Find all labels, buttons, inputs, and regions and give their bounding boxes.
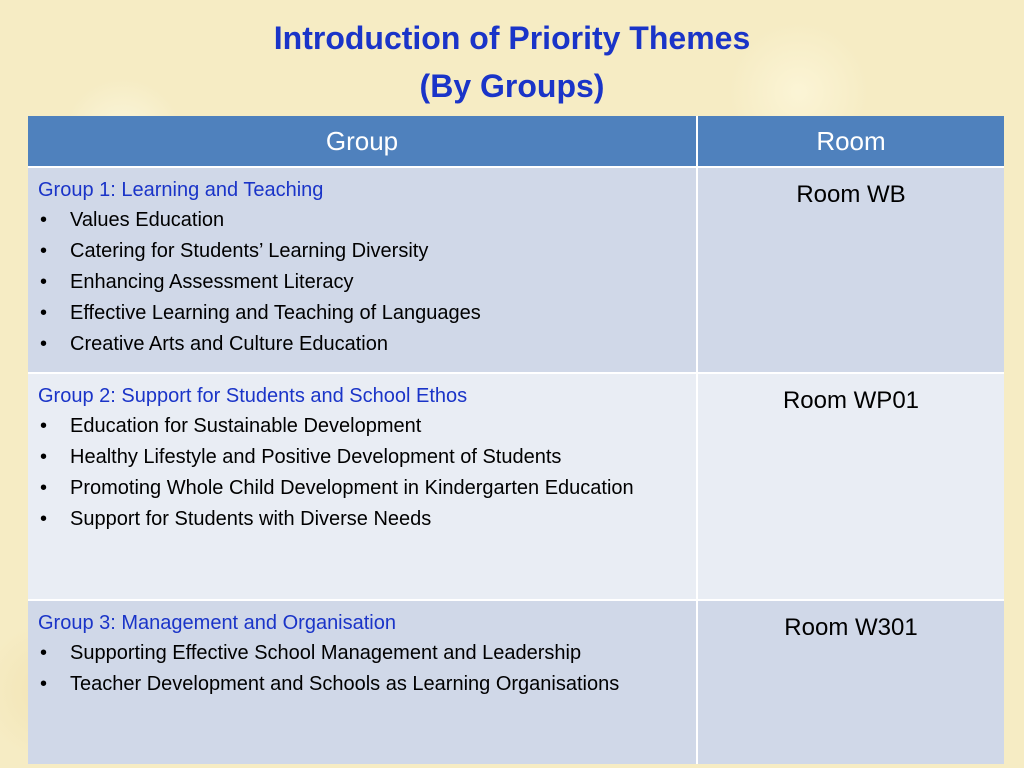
bullet-icon: • xyxy=(40,673,48,695)
list-item xyxy=(28,442,696,473)
theme-label: Supporting Effective School Management and Leadership xyxy=(70,642,582,664)
table-row-group-1 xyxy=(28,168,1004,372)
theme-label: Catering for Students’ Learning Diversity xyxy=(70,240,429,262)
theme-label: Promoting Whole Child Development in Kindergarten Education xyxy=(70,477,634,499)
groups-table xyxy=(28,116,1004,764)
table-row-group-2 xyxy=(28,374,1004,599)
list-item xyxy=(28,267,696,298)
header-room: Room xyxy=(698,116,1004,166)
room-cell xyxy=(698,601,1004,764)
theme-label: Creative Arts and Culture Education xyxy=(70,333,388,355)
list-item xyxy=(28,638,696,669)
list-item xyxy=(28,205,696,236)
theme-label: Support for Students with Diverse Needs xyxy=(70,508,432,530)
room-cell xyxy=(698,374,1004,599)
list-item xyxy=(28,504,696,535)
group-cell xyxy=(28,168,696,372)
table-row-group-3 xyxy=(28,601,1004,764)
theme-label: Enhancing Assessment Literacy xyxy=(70,271,354,293)
theme-label: Education for Sustainable Development xyxy=(70,415,422,437)
theme-list xyxy=(28,638,696,700)
bullet-icon: • xyxy=(40,508,48,530)
bullet-icon: • xyxy=(40,271,48,293)
room-cell xyxy=(698,168,1004,372)
list-item xyxy=(28,236,696,267)
room-label: Room WB xyxy=(796,181,906,208)
list-item xyxy=(28,329,696,360)
group-title: Group 2: Support for Students and School Ethos xyxy=(38,385,468,407)
theme-list xyxy=(28,411,696,535)
list-item xyxy=(28,411,696,442)
table-header-row xyxy=(28,116,1004,166)
theme-label: Values Education xyxy=(70,209,225,231)
slide-title-line1: Introduction of Priority Themes xyxy=(273,20,751,56)
group-title: Group 1: Learning and Teaching xyxy=(38,179,324,201)
bullet-icon: • xyxy=(40,240,48,262)
theme-label: Healthy Lifestyle and Positive Development of Students xyxy=(70,446,562,468)
list-item xyxy=(28,298,696,329)
bullet-icon: • xyxy=(40,333,48,355)
bullet-icon: • xyxy=(40,446,48,468)
bullet-icon: • xyxy=(40,642,48,664)
room-label: Room W301 xyxy=(784,614,918,641)
list-item xyxy=(28,669,696,700)
theme-label: Effective Learning and Teaching of Languages xyxy=(70,302,481,324)
theme-label: Teacher Development and Schools as Learning Organisations xyxy=(70,673,620,695)
list-item xyxy=(28,473,696,504)
group-cell xyxy=(28,601,696,764)
group-cell xyxy=(28,374,696,599)
theme-list xyxy=(28,205,696,360)
bullet-icon: • xyxy=(40,209,48,231)
group-title: Group 3: Management and Organisation xyxy=(38,612,396,634)
bullet-icon: • xyxy=(40,302,48,324)
header-group: Group xyxy=(28,116,696,166)
bullet-icon: • xyxy=(40,415,48,437)
slide-title-line2: (By Groups) xyxy=(419,68,605,104)
room-label: Room WP01 xyxy=(782,387,920,414)
slide-title xyxy=(0,14,1024,110)
bullet-icon: • xyxy=(40,477,48,499)
